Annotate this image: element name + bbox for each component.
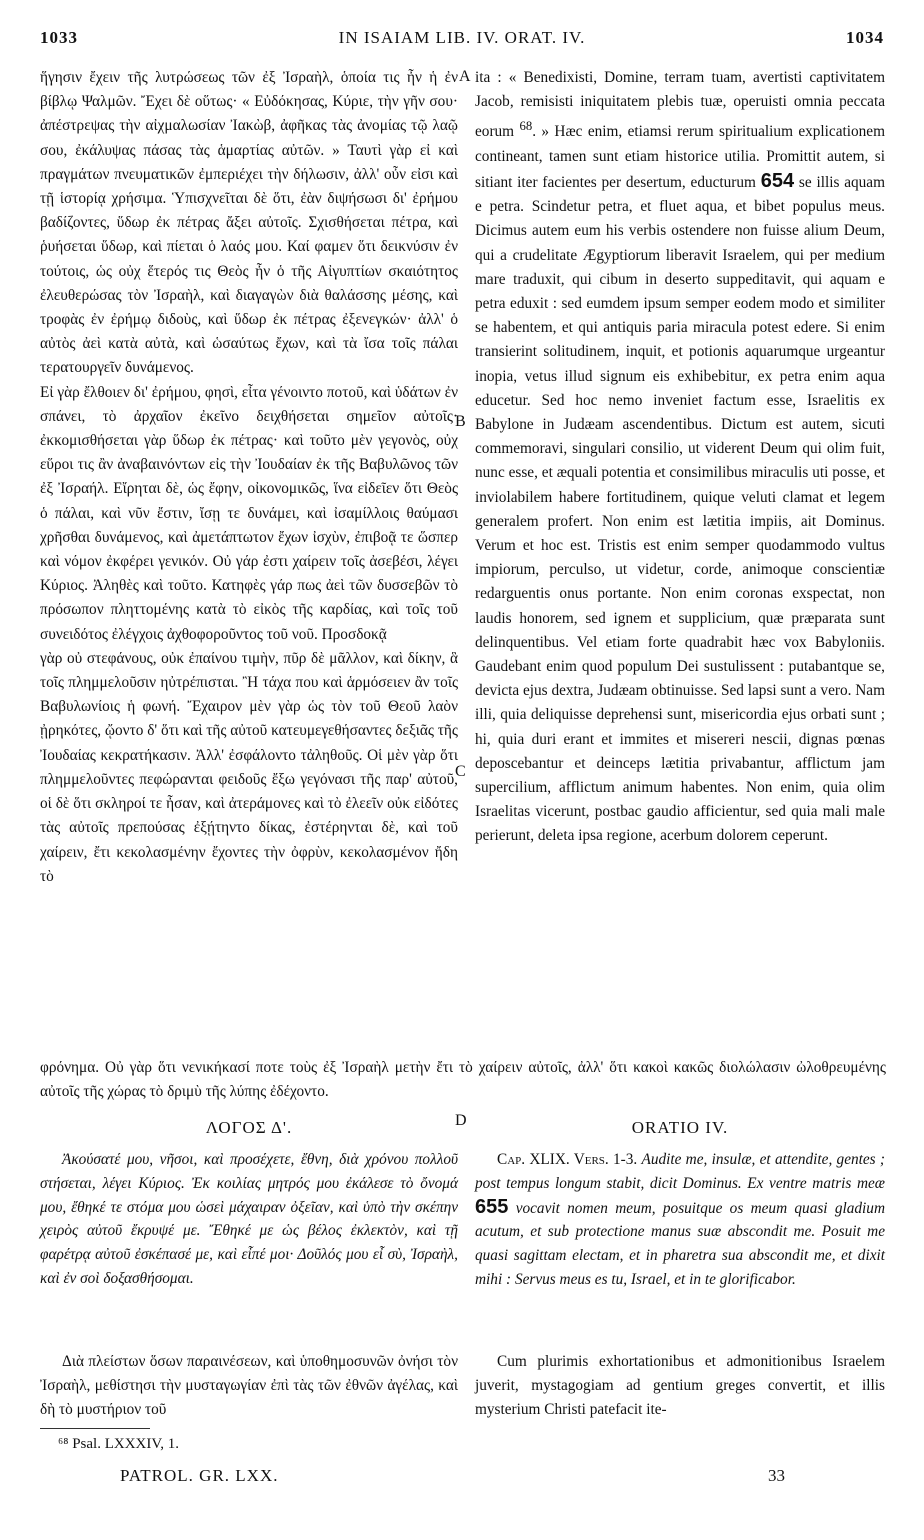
running-header — [40, 28, 884, 58]
latin-commentary-text: Cum plurimis exhortationibus et admonitionibus Israelem juverit, mystagogiam ad gentium greges convertit, et illis mysterium Christi patefacit ite- — [475, 1353, 885, 1419]
chapter-reference: Cap. XLIX. Vers. 1-3. — [497, 1151, 638, 1168]
footnote: ⁶⁸ Psal. LXXXIV, 1. — [58, 1436, 180, 1452]
greek-paragraph-a: ἥγησιν ἔχειν τῆς λυτρώσεως τῶν ἐξ Ἰσραὴλ, ὁποία τις ἦν ἡ ἐν βίβλῳ Ψαλμῶν. Ἔχει δὲ οὕτως· « Εὐδόκησας, Κύριε, τὴν γῆν σου· ἀπέστρεψας τὴν αἰχμαλωσίαν Ἰακὼβ, ἀφῆκας τὰς ἀνομίας τῷ λαῷ σου, ἐκάλυψας πάσας τὰς ἁμαρτίας αὐτῶν. » Ταυτὶ γὰρ εἰ καὶ πραγμάτων πνευματικῶν ἐμπεριέχει τὴν δήλωσιν, ἀλλ' οὖν εἰσι καὶ τῇ ἱστορίᾳ χρήσιμα. Ὑπισχνεῖται δὲ ὅτι, ἐὰν διψήσωσι δι' ἐρήμου βαδίζοντες, ὕδωρ ἐκ πέτρας ἄξει αὐτοῖς. Σχισθήσεται πέτρα, καὶ ῥυήσεται ὕδωρ, καὶ πίεται ὁ λαός μου. Καί φαμεν ὅτι δεικνύσιν ἐν τούτοις, ὡς οὐχ ἕτερός τις Θεὸς ἦν ὁ τῆς Αἰγυπτίων σκαιότητος ἐλευθερώσας τὸν Ἰσραὴλ, καὶ διαγαγὼν διὰ θαλάσσης μέσης, καὶ τροφὰς ἐν ἐρήμῳ διδοὺς, καὶ ὕδωρ ἐκ πέτρας ἐξενεγκών· ἀλλ' ὁ αὐτὸς ἀεὶ κατὰ αὐτὰ, καὶ ὡσαύτως ἔχων, καὶ τὰ ἴσα τοῖς πάλαι τερατουργεῖν δυνάμενος. — [40, 69, 458, 377]
latin-verse-a: Audite me, insulæ, et attendite, gentes ; post tempus longum stabit, dicit Dominus. Ex ventre matris meæ — [475, 1151, 885, 1192]
page-number-right: 1034 — [846, 28, 884, 47]
running-title: IN ISAIAM LIB. IV. ORAT. IV. — [338, 28, 586, 47]
page-number-left: 1033 — [40, 28, 78, 47]
latin-paragraph — [475, 66, 885, 849]
footer-signature: PATROL. GR. LXX. — [120, 1466, 279, 1485]
latin-text-b: . » Hæc enim, etiamsi rerum spiritualium explicationem contineant, tamen sunt etiam historice utilia. Promittit autem, si sitiant iter facientes per desertum, educturum — [475, 123, 885, 191]
greek-paragraph-b: Εἰ γὰρ ἔλθοιεν δι' ἐρήμου, φησὶ, εἶτα γένοιντο ποτοῦ, καὶ ὑδάτων ἐν σπάνει, τὸ ἀρχαῖον ἐκεῖνο δειχθήσεται σημεῖον αὐτοῖς· ἐκκομισθήσεται γὰρ ὕδωρ ἐκ πέτρας· καὶ τοῦτο μὲν γεγονὸς, οὐχ εὕροι τις ἂν ἀναβαινόντων εἰς τὴν Ἰουδαίαν ἐκ τῆς Βαβυλῶνος τῶν ἐξ Ἰσραήλ. Εἴρηται δὲ, ὡς ἔφην, οἰκονομικῶς, ἵνα εἰδεῖεν ὅτι Θεὸς ὁ πάλαι, καὶ νῦν ἔστιν, ἴσῃ τε δυνάμει, καὶ ἰσαμίλλοις θαύμασι χρῆσθαι δυνάμενος, καὶ ἀμετάπτωτον ἔχων ἰσχὺν, ἐπιβοᾷ τε ὥσπερ καὶ νόμον ἐκφέρει γενικόν. Οὐ γάρ ἐστι χαίρειν τοῖς ἀσεβέσι, λέγει Κύριος. Ἀληθὲς καὶ τοῦτο. Κατηφὲς γάρ πως ἀεὶ τῶν δυσσεβῶν τὸ πρόσωπον πληττομένης κατὰ τὸ εἰκὸς τῆς καρδίας, καὶ τοῖς τοῦ συνειδότος ἐλέγχοις ἀχθοφοροῦντος τοῦ νοῦ. Προσδοκᾷ — [40, 383, 458, 643]
greek-column — [40, 66, 458, 889]
latin-text-c: se illis aquam e petra. Scindetur petra, et fluet aqua, et bibet populus meus. Dicimus autem eum his verbis ostendere non fuisse alium Deum, qui a crudelitate Ægyptiorum liberavit Israelem, qui per medium mare traduxit, qui cibum in deserto suppeditavit, qui aquam e petra eduxit : sed eumdem ipsum semper eodem modo et similiter se habentem, et qui antiquis paria miracula potest edere. Si enim transierint solitudinem, inquit, et potionis aquarumque urgeantur inopia, vetus illud signum eis exhibebitur, ex petra enim aqua educetur. Sed hoc nemo inveniet factum esse, Israelitis ex Babylone in Judæam ascendentibus. Dictum est autem, sicuti commemoravi, singulari consilio, ut viderent Deum qui olim fuit, nunc esse, et æquali potentia et consimilibus miraculis uti posse, et inviolabilem habere fortitudinem, quique veluti clamat et legem generalem profert. Non enim est lætitia impiis, ait Dominus. Verum et hoc est. Tristis est enim semper quodammodo vultus impiorum, perculso, ut videtur, corde, animoque conscientiæ redarguentis onus portante. Non enim coronas exspectat, non laudis honorem, sed ignem et supplicium, quæ præparata sunt delinquentibus. Vel etiam forte quadrabit hæc vox Babyloniis. Gaudebant enim quod populum Dei sustulissent : putabantque se, devicta ejus dextra, Judæam obtinuisse. Sed lapsi sunt a vero. Nam illi, quia deliquisse deprehensi sunt, misericordia ejus orbati sunt ; hi, quia duri erant et immites et misereri nescii, dignas pœnas deposcebantur et deinceps lætitia privabantur, afflictum jam supercilium, afflictum animum habentes. Non enim, quia olim Israelitas vicerunt, postbac gaudio afficientur, sed quia mali male perierunt, deleta ipsa regione, acerbum dolorem ceperunt. — [475, 173, 885, 845]
latin-column — [475, 66, 885, 849]
margin-letter-c: C — [455, 763, 466, 780]
edition-page-number-2: 655 — [475, 1195, 509, 1218]
footnote-ref: 68 — [519, 119, 533, 134]
margin-letter-d: D — [455, 1112, 467, 1129]
latin-section-title: ORATIO IV. — [631, 1118, 729, 1137]
footnote-rule — [40, 1428, 150, 1429]
margin-letter-a: A — [459, 68, 471, 85]
greek-commentary — [40, 1350, 458, 1423]
latin-verse-b: vocavit nomen meum, posuitque os meum quasi gladium acutum, et sub protectione manus suæ abscondit me. Posuit me quasi sagittam electam, et in pharetra sua abscondit me, et dixit mihi : Servus meus es tu, Israel, et in te glorificabor. — [475, 1199, 886, 1288]
greek-verse-text: Ἀκούσατέ μου, νῆσοι, καὶ προσέχετε, ἔθνη, διὰ χρόνου πολλοῦ στήσεται, λέγει Κύριος. Ἐκ κοιλίας μητρός μου ἐκάλεσε τὸ ὄνομά μου, ἔθηκέ τε στόμα μου ὡσεὶ μάχαιραν ὀξεῖαν, καὶ ὑπὸ τὴν σκέπην χειρὸς αὐτοῦ ἔκρυψέ με. Ἔθηκέ με ὡς βέλος ἐκλεκτὸν, καὶ τῇ φαρέτρᾳ αὐτοῦ ἐσκέπασέ με, καὶ εἶπέ μοι· Δοῦλός μου εἶ σὺ, Ἰσραὴλ, καὶ ἐν σοὶ δοξασθήσομαι. — [40, 1151, 458, 1287]
greek-bridge-text: φρόνημα. Οὐ γὰρ ὅτι νενικήκασί ποτε τοὺς ἐξ Ἰσραὴλ μετὴν ἔτι τὸ χαίρειν αὐτοῖς, ἀλλ' ὅτι κακοὶ κακῶς διολώλασιν ὠλοθρευμένης αὐτοῖς τῆς χώρας τὸ δριμὺ τῆς λύπης ἐδέχοντο. — [40, 1059, 886, 1101]
latin-verse — [475, 1148, 885, 1292]
latin-verse-text — [475, 1148, 885, 1292]
greek-verse — [40, 1148, 458, 1291]
latin-commentary — [475, 1350, 885, 1423]
greek-paragraph-c: γὰρ οὐ στεφάνους, οὐκ ἐπαίνου τιμὴν, πῦρ δὲ μᾶλλον, καὶ δίκην, ἃ τοῖς πλημμελοῦσιν ηὐτρέπισται. Ἢ τάχα που καὶ ἁρμόσειεν ἂν τοῖς Βαβυλωνίοις ἡ φωνή. Ἔχαιρον μὲν γὰρ ὡς τὸν τοῦ Θεοῦ λαὸν ᾐρηκότες, ᾤοντο δ' ὅτι καὶ τῆς αὐτοῦ κατευμεγεθήσαντες δεξιᾶς τῆς Ἰουδαίας κεκρατήκασιν. Ἀλλ' ἐσφάλοντο τἀληθοῦς. Οἱ μὲν γὰρ ὅτι πλημμελοῦντες πεφώρανται φειδοῦς ἔξω γεγόνασι τῆς παρ' αὐτοῦ, οἱ δὲ ὅτι σκληροί τε ἦσαν, καὶ ἀτεράμονες καὶ τὸ ἐλεεῖν οὐκ εἰδότες τὰς αὐτοῖς πρεπούσας ἐξῄτηντο δίκας, ἐστέρηνται δὲ, καὶ τοῦ χαίρειν, ἔτι κεκολασμένην ἔχοντες τὴν ὀφρὺν, κεκολασμένον ἤδη τὸ — [40, 649, 458, 885]
latin-text-a: ita : « Benedixisti, Domine, terram tuam, avertisti captivitatem Jacob, remisisti iniquitatem plebis tuæ, operuisti omnia peccata eorum — [475, 69, 885, 141]
edition-page-number: 654 — [760, 169, 795, 192]
greek-section-title: ΛΟΓΟΣ Δ'. — [205, 1118, 293, 1137]
footer-number: 33 — [768, 1466, 785, 1485]
margin-letter-b: B — [455, 413, 466, 430]
greek-commentary-text: Διὰ πλείστων ὅσων παραινέσεων, καὶ ὑποθημοσυνῶν ὀνήσι τὸν Ἰσραὴλ, μεθίστησι τὴν μυσταγωγίαν ἐπὶ τὰς τῶν ἐθνῶν ἀγέλας, καὶ δὴ τὸ μυστήριον τοῦ — [40, 1353, 458, 1419]
